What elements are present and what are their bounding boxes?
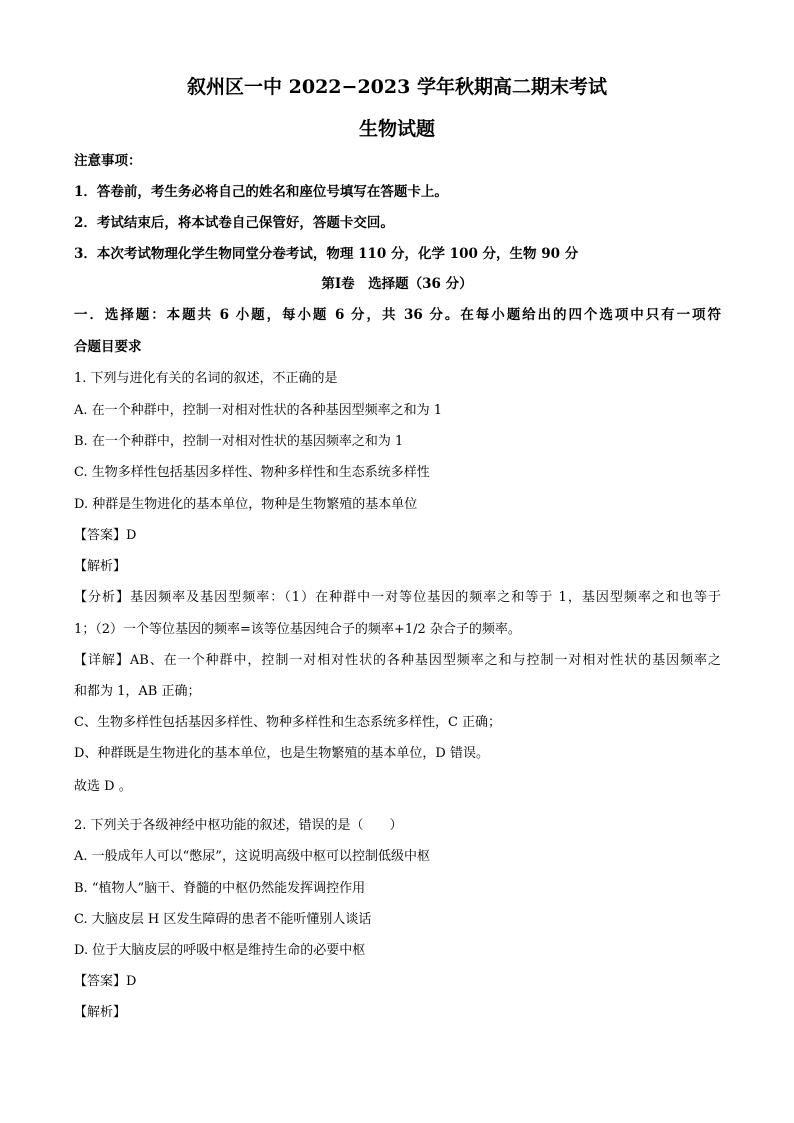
- notice-heading: 注意事项：: [74, 153, 142, 169]
- q2-option-d: D. 位于大脑皮层的呼吸中枢是维持生命的必要中枢: [74, 943, 366, 958]
- notice-item-3: 3．本次考试物理化学生物同堂分卷考试，物理 110 分，化学 100 分，生物 90 分: [74, 246, 579, 262]
- q1-option-d: D. 种群是生物进化的基本单位，物种是生物繁殖的基本单位: [74, 497, 418, 512]
- q1-analysis-label: 【解析】: [74, 559, 127, 574]
- q1-xiangjie-line2: 和都为 1，AB 正确；: [74, 684, 201, 699]
- q2-stem: 2. 下列关于各级神经中枢功能的叙述，错误的是（ ）: [74, 818, 403, 833]
- q1-fenxi-line1: 【分析】基因频率及基因型频率：（1）在种群中一对等位基因的频率之和等于 1，基因型频率之和也等于: [74, 590, 721, 605]
- q2-analysis-label: 【解析】: [74, 1005, 127, 1020]
- q1-conclusion: 故选 D 。: [74, 779, 132, 794]
- section-title: 第Ⅰ卷 选择题（36 分）: [321, 276, 473, 292]
- q1-xiangjie-line4: D、种群既是生物进化的基本单位，也是生物繁殖的基本单位，D 错误。: [74, 746, 489, 761]
- section-instruction-line1: 一．选择题：本题共 6 小题，每小题 6 分，共 36 分。在每小题给出的四个选项中只有一项符: [74, 307, 721, 323]
- q1-xiangjie-line1: 【详解】AB、在一个种群中，控制一对相对性状的各种基因型频率之和与控制一对相对性状的基因频率之: [74, 653, 721, 668]
- notice-item-1: 1．答卷前，考生务必将自己的姓名和座位号填写在答题卡上。: [74, 184, 448, 200]
- q1-xiangjie-line3: C、生物多样性包括基因多样性、物种多样性和生态系统多样性，C 正确；: [74, 715, 502, 730]
- q2-option-b: B. “植物人”脑干、脊髓的中枢仍然能发挥调控作用: [74, 881, 366, 896]
- q1-option-b: B. 在一个种群中，控制一对相对性状的基因频率之和为 1: [74, 434, 404, 449]
- q2-option-c: C. 大脑皮层 H 区发生障碍的患者不能听懂别人谈话: [74, 912, 372, 927]
- notice-item-2: 2．考试结束后，将本试卷自己保管好，答题卡交回。: [74, 215, 394, 231]
- q1-fenxi-line2: 1；（2）一个等位基因的频率=该等位基因纯合子的频率+1/2 杂合子的频率。: [74, 622, 521, 637]
- q2-answer: 【答案】D: [74, 974, 137, 989]
- q1-answer: 【答案】D: [74, 528, 137, 543]
- q1-option-c: C. 生物多样性包括基因多样性、物种多样性和生态系统多样性: [74, 465, 430, 480]
- q1-stem: 1. 下列与进化有关的名词的叙述，不正确的是: [74, 371, 338, 386]
- section-instruction-line2: 合题目要求: [74, 339, 142, 355]
- q1-option-a: A. 在一个种群中，控制一对相对性状的各种基因型频率之和为 1: [74, 403, 443, 418]
- exam-subtitle: 生物试题: [358, 118, 435, 140]
- q2-option-a: A. 一般成年人可以“憋尿”，这说明高级中枢可以控制低级中枢: [74, 849, 430, 864]
- exam-title: 叙州区一中 2022−2023 学年秋期高二期末考试: [187, 76, 607, 98]
